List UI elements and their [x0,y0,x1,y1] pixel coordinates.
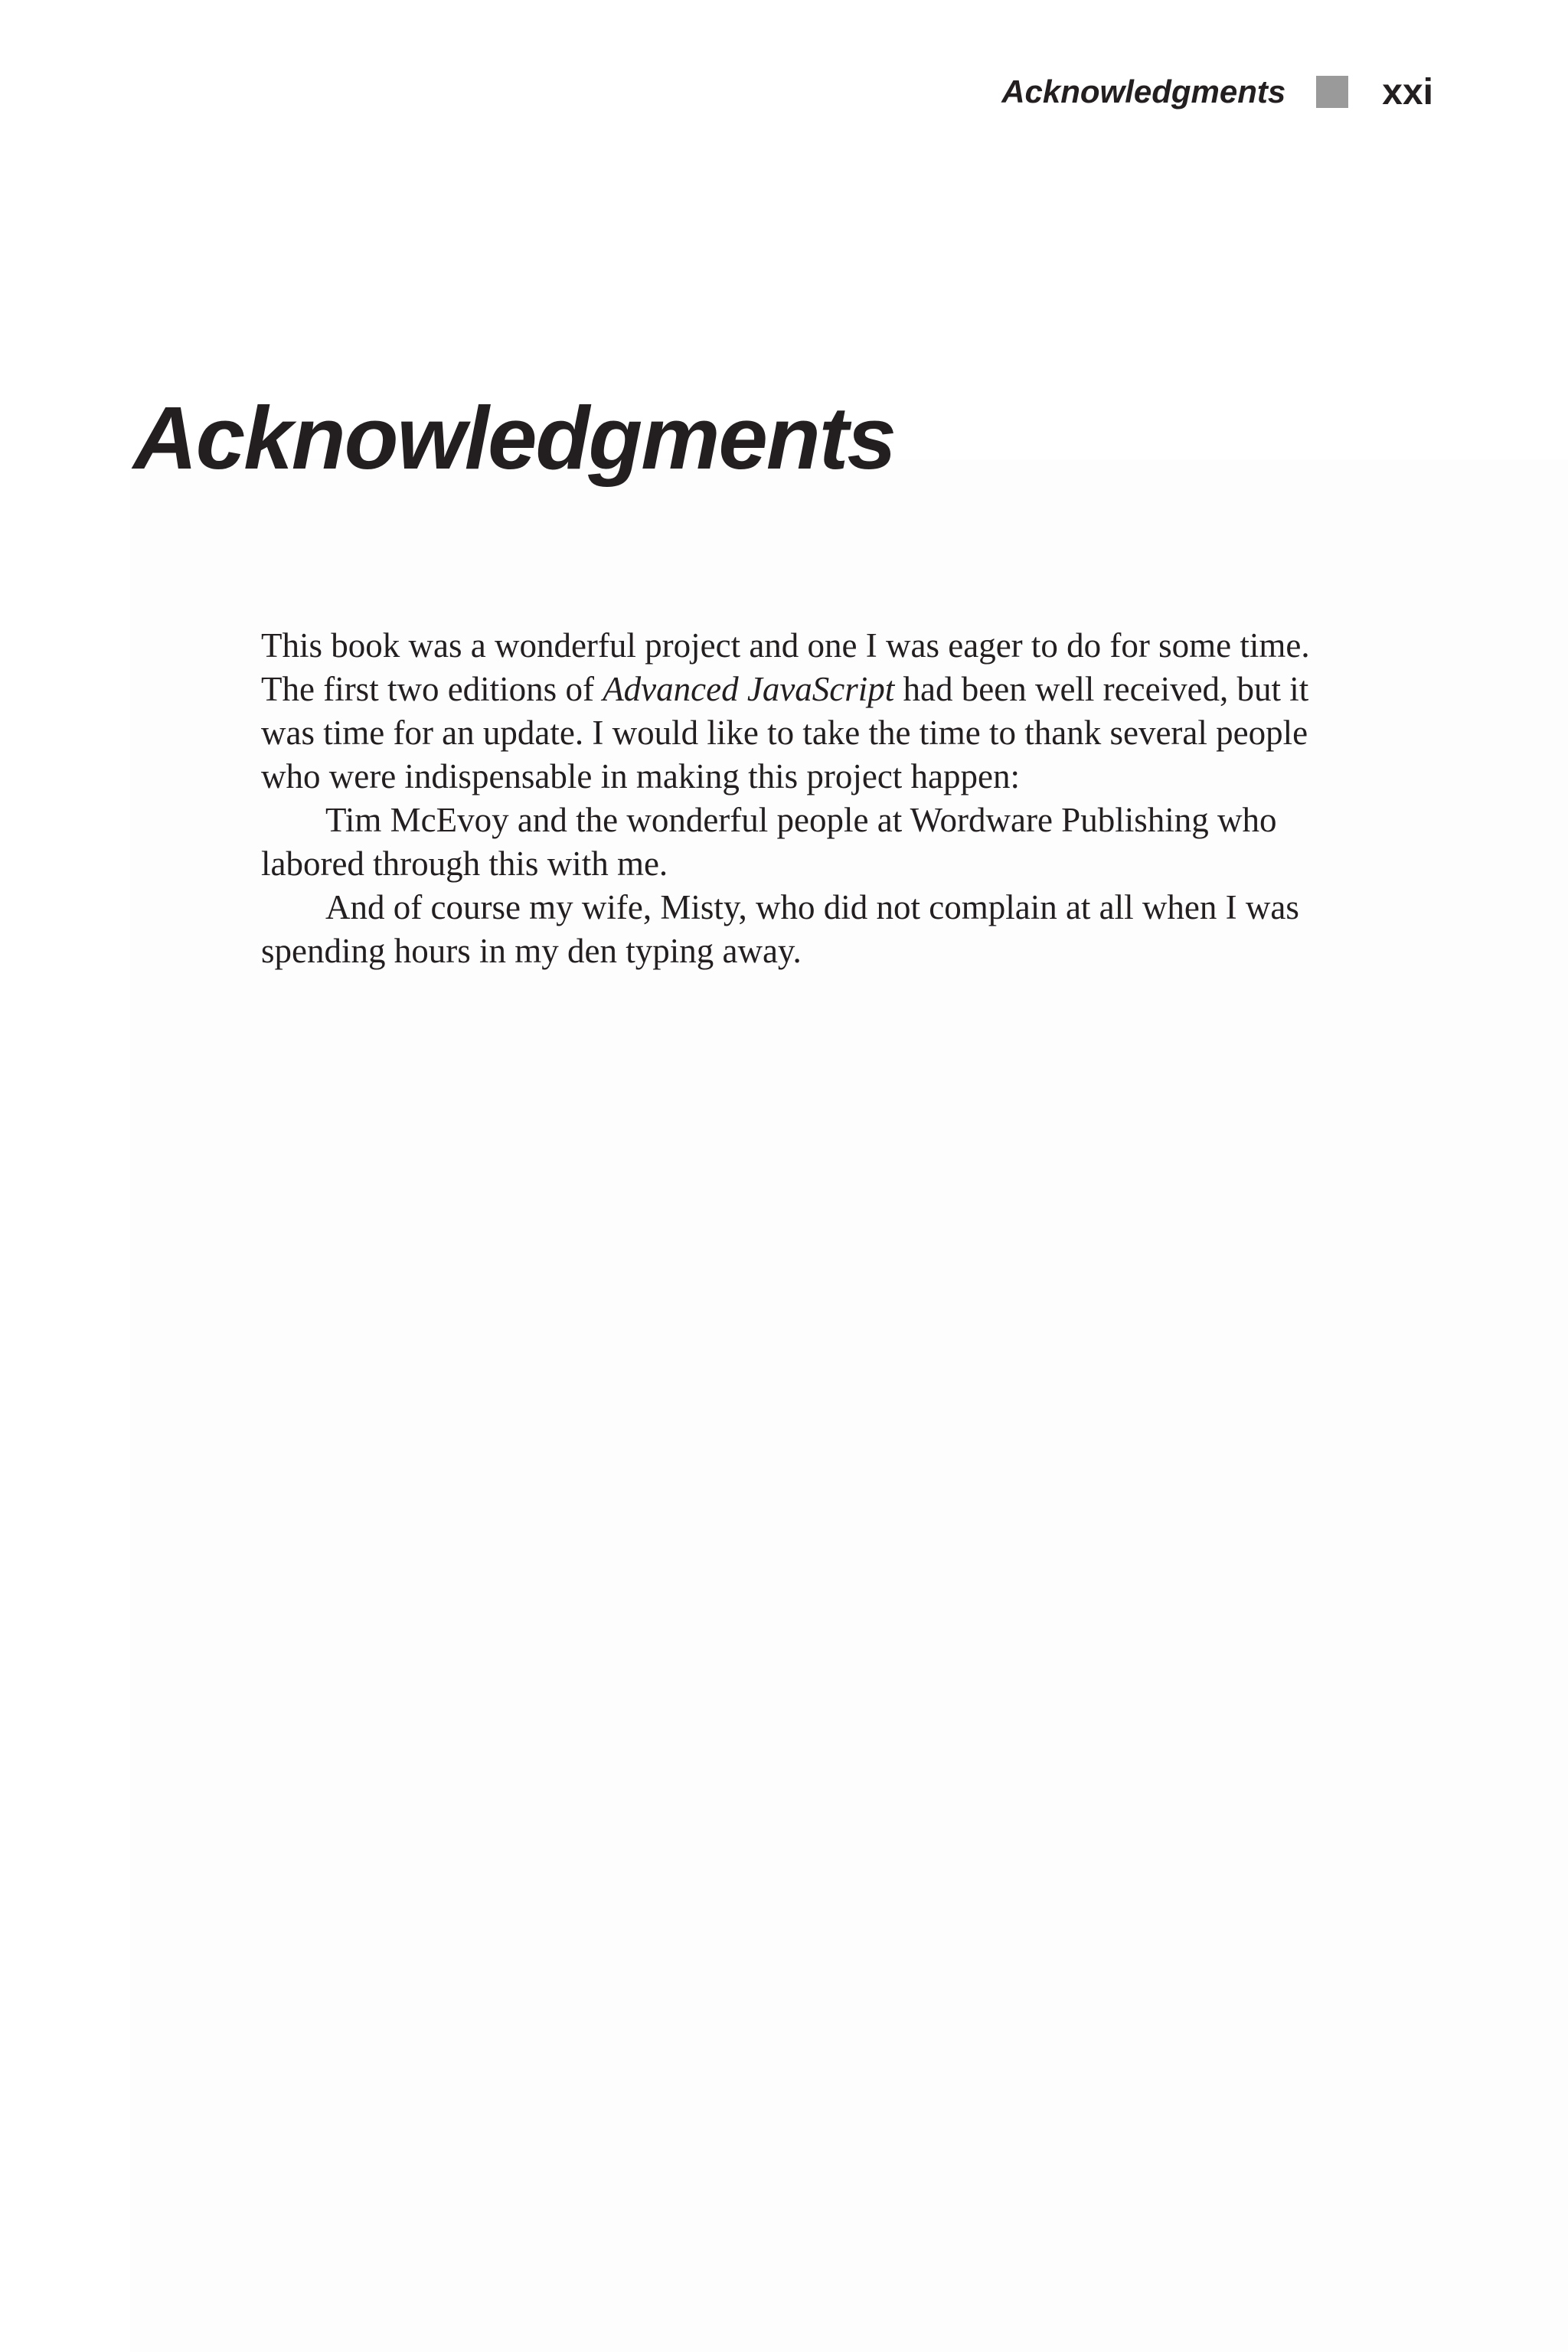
paragraph-1-line-2 [261,668,1432,711]
paragraph-1-line-1: This book was a wonderful project and one I was eager to do for some time. [261,626,1310,665]
body-text [261,624,1432,973]
paragraph-3-line-1: And of course my wife, Misty, who did not complain at all when I was [325,888,1299,926]
running-header [1001,69,1433,115]
page-number: xxi [1382,71,1433,113]
paragraph-2-line-2: labored through this with me. [261,844,668,883]
paragraph-3-line-2: spending hours in my den typing away. [261,932,802,970]
paragraph-3 [261,886,1432,973]
paragraph-2-line-1: Tim McEvoy and the wonderful people at Wordware Publishing who [325,801,1277,839]
header-square-icon [1316,76,1348,108]
line-2-start: The first two editions of [261,670,603,708]
paragraph-1-line-4: who were indispensable in making this project happen: [261,757,1021,795]
running-header-title: Acknowledgments [1001,74,1286,109]
line-2-end: had been well received, but it [894,670,1309,708]
book-title-italic: Advanced JavaScript [603,670,895,708]
paragraph-1-line-3: was time for an update. I would like to take the time to thank several people [261,714,1308,752]
paragraph-1 [261,624,1432,799]
chapter-title: Acknowledgments [133,388,895,488]
paragraph-2 [261,799,1432,886]
